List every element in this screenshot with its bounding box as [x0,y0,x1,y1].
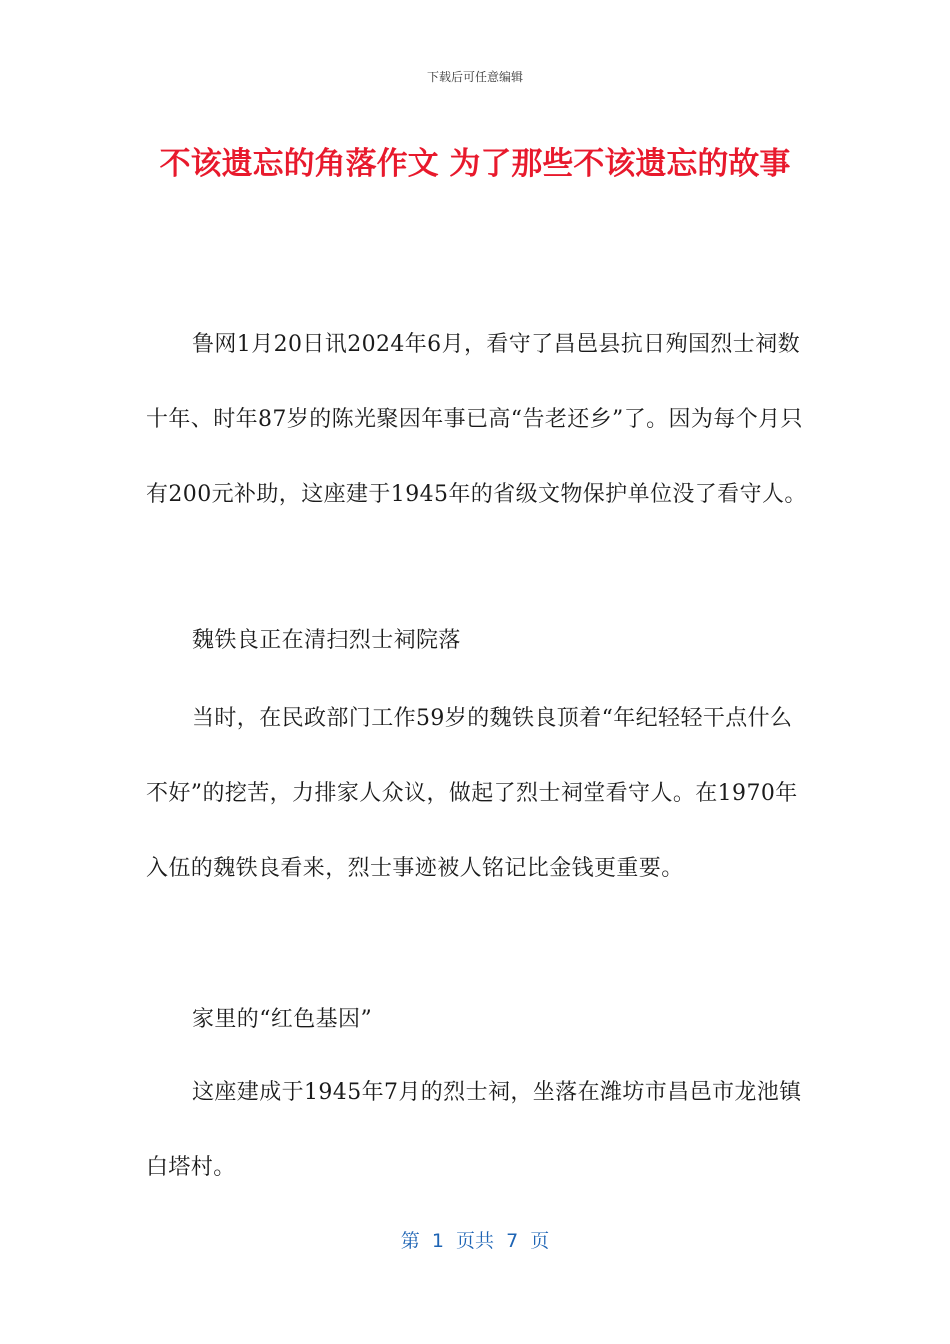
document-title: 不该遗忘的角落作文 为了那些不该遗忘的故事 [159,146,791,182]
paragraph-wei-tieliang: 当时，在民政部门工作59岁的魏铁良顶着“年纪轻轻干点什么不好”的挖苦，力排家人众议，做起了烈士祠堂看守人。在1970年入伍的魏铁良看来，烈士事迹被人铭记比金钱更重要。 [146,706,798,881]
paragraph-intro: 鲁网1月20日讯2024年6月，看守了昌邑县抗日殉国烈士祠数十年、时年87岁的陈光聚因年事已高“告老还乡”了。因为每个月只有200元补助，这座建于1945年的省级文物保护单位没了看守人。 [146,332,807,507]
download-note: 下载后可任意编辑 [426,70,523,84]
photo-caption: 魏铁良正在清扫烈士祠院落 [192,628,461,653]
paragraph-shrine-location: 这座建成于1945年7月的烈士祠，坐落在潍坊市昌邑市龙池镇白塔村。 [146,1080,802,1180]
page-number: 第 1 页共 7 页 [400,1230,550,1252]
section-heading: 家里的“红色基因” [192,1007,373,1032]
